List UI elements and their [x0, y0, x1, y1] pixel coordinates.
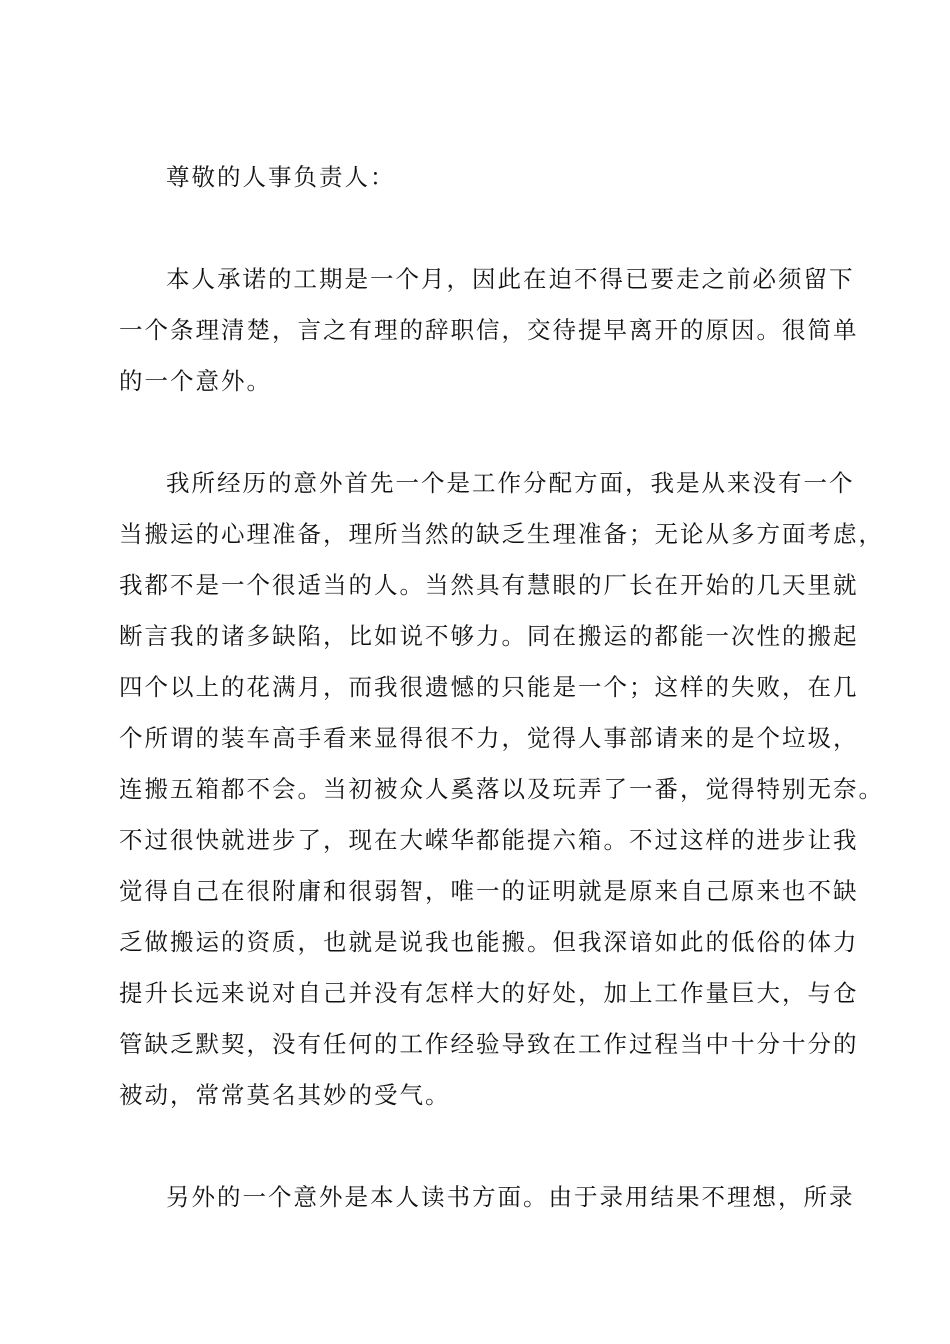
paragraph-gap	[119, 203, 839, 254]
paragraph-gap	[119, 407, 839, 458]
paragraph-line: 四个以上的花满月，而我很遗憾的只能是一个；这样的失败，在几	[119, 673, 859, 701]
paragraph-line: 一个条理清楚，言之有理的辞职信，交待提早离开的原因。很简单	[119, 316, 859, 344]
paragraph-line: 管缺乏默契，没有任何的工作经验导致在工作过程当中十分十分的	[119, 1030, 859, 1058]
paragraph-line: 的一个意外。	[119, 367, 272, 395]
paragraph-line: 个所谓的装车高手看来显得很不力，觉得人事部请来的是个垃圾，	[119, 724, 859, 752]
paragraph-line: 我都不是一个很适当的人。当然具有慧眼的厂长在开始的几天里就	[119, 571, 859, 599]
paragraph-2	[119, 458, 884, 1121]
document-body	[119, 152, 884, 1223]
salutation: 尊敬的人事负责人：	[166, 163, 396, 191]
paragraph-line: 提升长远来说对自己并没有怎样大的好处，加上工作量巨大，与仓	[119, 979, 859, 1007]
paragraph-line: 被动，常常莫名其妙的受气。	[119, 1081, 451, 1109]
paragraph-line: 不过很快就进步了，现在大嵘华都能提六箱。不过这样的进步让我	[119, 826, 859, 854]
paragraph-line: 觉得自己在很附庸和很弱智，唯一的证明就是原来自己原来也不缺	[119, 877, 859, 905]
paragraph-line: 断言我的诸多缺陷，比如说不够力。同在搬运的都能一次性的搬起	[119, 622, 859, 650]
paragraph-line: 本人承诺的工期是一个月，因此在迫不得已要走之前必须留下	[166, 265, 855, 293]
paragraph-gap	[119, 1121, 839, 1172]
paragraph-line: 乏做搬运的资质，也就是说我也能搬。但我深谙如此的低俗的体力	[119, 928, 859, 956]
paragraph-line: 另外的一个意外是本人读书方面。由于录用结果不理想，所录	[166, 1183, 855, 1211]
paragraph-line: 当搬运的心理准备，理所当然的缺乏生理准备；无论从多方面考虑，	[119, 520, 884, 548]
paragraph-3	[119, 1172, 855, 1223]
paragraph-line: 连搬五箱都不会。当初被众人奚落以及玩弄了一番，觉得特别无奈。	[119, 775, 884, 803]
paragraph-1	[119, 254, 859, 407]
paragraph-line: 我所经历的意外首先一个是工作分配方面，我是从来没有一个	[166, 469, 855, 497]
